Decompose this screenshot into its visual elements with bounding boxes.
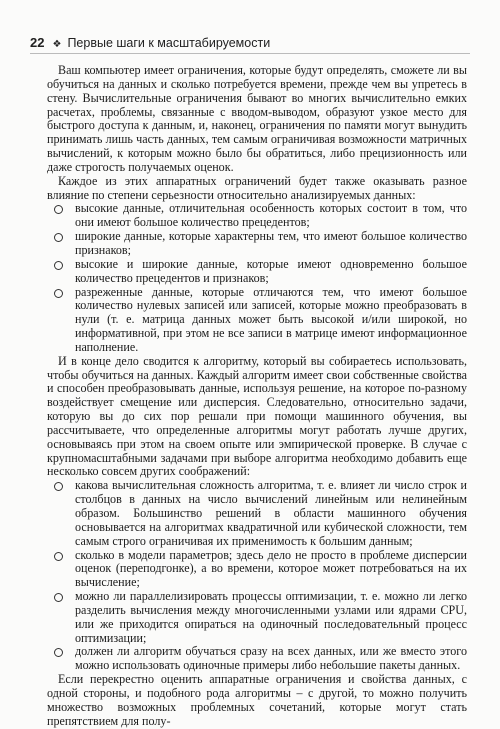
circle-bullet-icon <box>54 205 63 214</box>
header-divider <box>30 53 470 54</box>
circle-bullet-icon <box>54 261 63 270</box>
bullet-list-algorithm-considerations <box>47 479 467 673</box>
list-item-text: широкие данные, которые характерны тем, что имеют большое количество признаков; <box>75 229 467 257</box>
list-item-text: высокие данные, отличительная особенность которых состоит в том, что они имеют большое количество прецедентов; <box>75 201 467 230</box>
list-item-text: какова вычислительная сложность алгоритма, т. е. влияет ли число строк и столбцов в данных на число вычислений линейным или нелинейным образом. Большинство решений в области машинного обучения основывается на алгоритмах квадратичной или кубической сложности, тем самым строго ограничивая их применимость к большим данным; <box>75 478 467 548</box>
page-body <box>47 64 467 729</box>
list-item <box>47 645 467 673</box>
paragraph: Если перекрестно оценить аппаратные ограничения и свойства данных, с одной стороны, и подобного рода алгоритмы – с другой, то можно получить множество возможных проблемных сочетаний, которые могут стать препятствием для полу- <box>47 672 467 728</box>
list-item <box>47 286 467 355</box>
list-item-text: можно ли параллелизировать процессы оптимизации, т. е. можно ли легко разделить вычисления между многочисленными узлами или ядрами CPU, или же приходится опираться на одиночный последовательный процесс оптимизации; <box>75 589 467 645</box>
page-header <box>30 35 470 55</box>
list-item <box>47 230 467 258</box>
paragraph: Ваш компьютер имеет ограничения, которые будут определять, сможете ли вы обучиться на данных и сколько потребуется времени, прежде чем вы упретесь в стену. Вычислительные ограничения бывают во многих вычислительно емких расчетах, проблемы, связанные с вводом-выводом, образуют узкое место для быстрого доступа к данным, и, наконец, ограничения по памяти могут вынудить принимать лишь часть данных, тем самым ограничивая возможности матричных вычислений, к которым можно было бы обратиться, либо прецизионность или даже строгость получаемых оценок. <box>47 63 467 174</box>
circle-bullet-icon <box>54 482 63 491</box>
list-item-text: сколько в модели параметров; здесь дело не просто в проблеме дисперсии оценок (переподгонке), а во времени, которое может потребоваться на их вычисление; <box>75 547 467 590</box>
page-number: 22 <box>30 35 45 50</box>
list-item-text: должен ли алгоритм обучаться сразу на всех данных, или же вместо этого можно использовать одиночные примеры либо небольшие пакеты данных. <box>75 644 467 673</box>
list-item <box>47 258 467 286</box>
circle-bullet-icon <box>54 552 63 561</box>
circle-bullet-icon <box>54 648 63 657</box>
list-item-text: разреженные данные, которые отличаются тем, что имеют большое количество нулевых записей или записей, которые можно преобразовать в нули (т. е. матрица данных может быть высокой и/или широкой, но информативной, при этом не все записи в матрице имеют информационное наполнение. <box>75 284 467 354</box>
list-item <box>47 590 467 645</box>
paragraph: Каждое из этих аппаратных ограничений будет также оказывать разное влияние по степени серьезности относительно анализируемых данных: <box>47 173 467 202</box>
circle-bullet-icon <box>54 593 63 602</box>
list-item <box>47 479 467 548</box>
list-item-text: высокие и широкие данные, которые имеют одновременно большое количество прецедентов и признаков; <box>75 256 467 285</box>
diamond-ornament-icon: ❖ <box>52 39 62 50</box>
running-title: Первые шаги к масштабируемости <box>67 36 271 50</box>
list-item <box>47 202 467 230</box>
list-item <box>47 549 467 591</box>
paragraph: И в конце дело сводится к алгоритму, который вы собираетесь использовать, чтобы обучиться на данных. Каждый алгоритм имеет свои собственные свойства и способен преобразовывать данные, используя решение, на которое по-разному воздействует смещение или дисперсия. Следовательно, относительно задачи, которую вы до сих пор решали при помощи машинного обучения, вы рассчитываете, что определенные алгоритмы могут работать лучше других, основываясь при этом на своем опыте или эмпирической проверке. В случае с крупномасштабными задачами при выборе алгоритма необходимо добавить еще несколько совсем других соображений: <box>47 353 467 479</box>
circle-bullet-icon <box>54 233 63 242</box>
bullet-list-data-types <box>47 202 467 354</box>
circle-bullet-icon <box>54 289 63 298</box>
